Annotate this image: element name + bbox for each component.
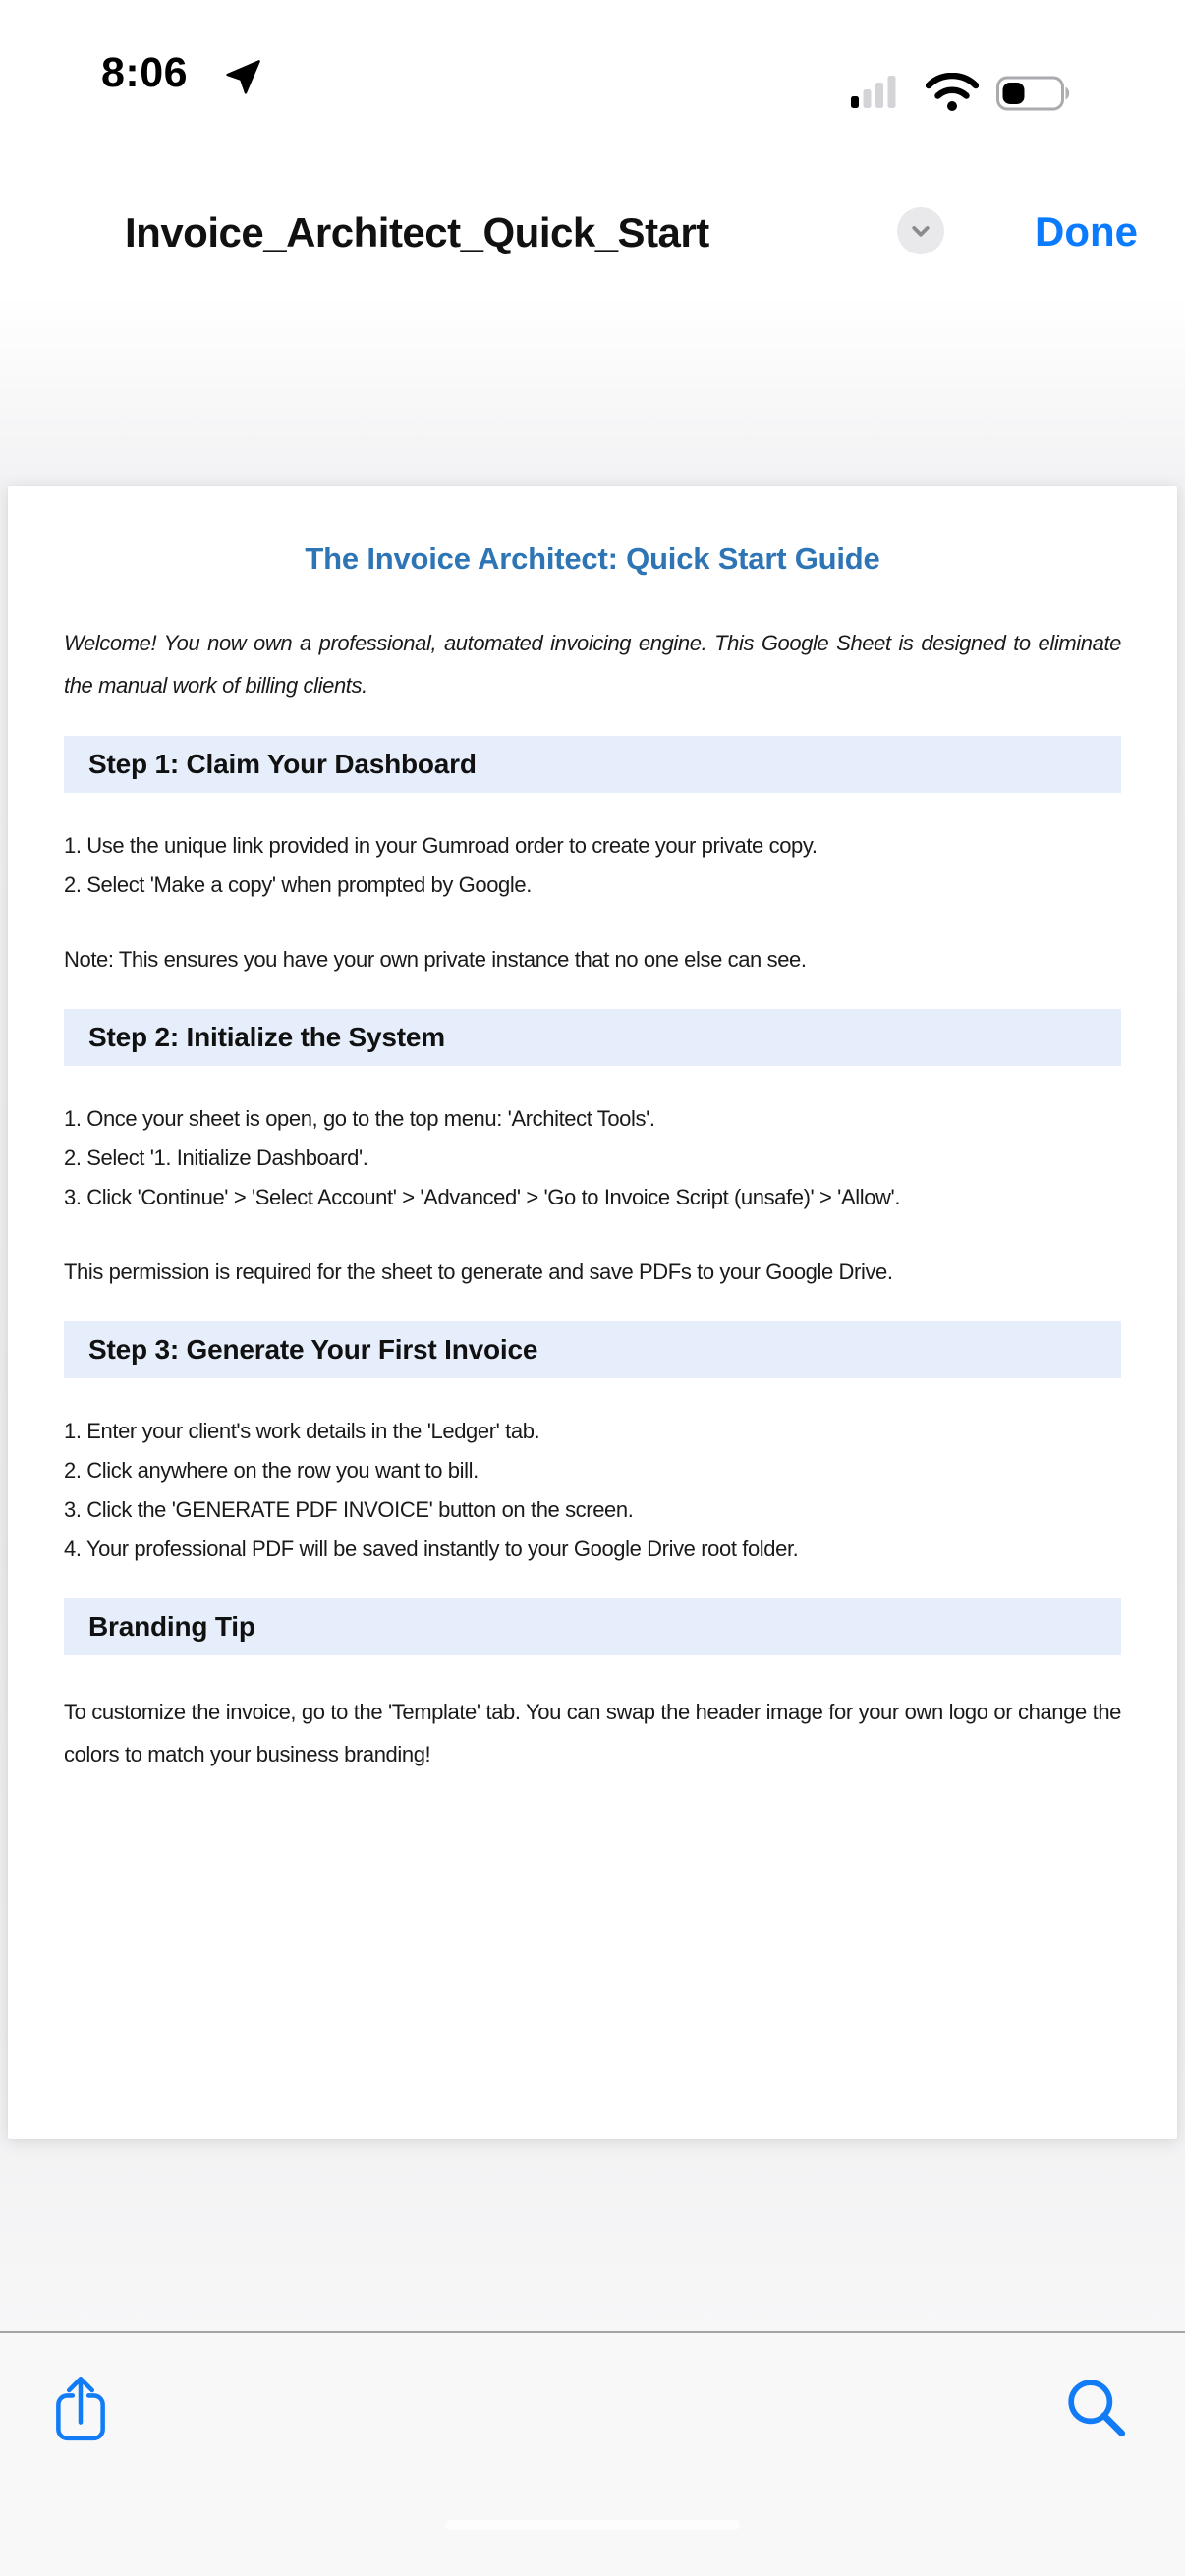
document-title: The Invoice Architect: Quick Start Guide [305,541,880,576]
section-note: Note: This ensures you have your own private instance that no one else can see. [64,947,807,972]
location-arrow-icon [224,59,261,96]
branding-paragraph: To customize the invoice, go to the 'Template' tab. You can swap the header image for your own logo or change the colors to match your business branding! [64,1700,1121,1766]
done-button[interactable]: Done [1035,208,1138,254]
home-indicator[interactable] [445,2520,740,2530]
share-icon [52,2372,109,2446]
section-step-2 [64,1009,1121,1292]
list-item: 4. Your professional PDF will be saved instantly to your Google Drive root folder. [64,1537,799,1561]
section-step-1 [64,736,1121,980]
cellular-signal-icon [851,75,896,108]
list-item: 2. Click anywhere on the row you want to bill. [64,1458,479,1483]
bottom-toolbar [0,2331,1185,2576]
section-step-3 [64,1321,1121,1569]
list-item: 3. Click 'Continue' > 'Select Account' > 'Advanced' > 'Go to Invoice Script (unsafe)' > 'Allow'. [64,1185,901,1209]
section-heading: Branding Tip [64,1598,1121,1655]
status-time: 8:06 [101,49,189,96]
list-item: 2. Select '1. Initialize Dashboard'. [64,1146,368,1170]
list-item: 1. Use the unique link provided in your Gumroad order to create your private copy. [64,833,818,858]
document-filename-title: Invoice_Architect_Quick_Start [125,209,709,255]
battery-icon [996,75,1073,114]
section-note: This permission is required for the sheet to generate and save PDFs to your Google Drive. [64,1260,893,1284]
search-icon [1065,2377,1130,2441]
title-menu-button[interactable] [897,207,944,254]
document-body [8,486,1177,1775]
list-item: 1. Enter your client's work details in the 'Ledger' tab. [64,1419,540,1443]
wifi-icon [926,73,979,112]
status-bar [0,0,1185,128]
list-item: 2. Select 'Make a copy' when prompted by Google. [64,872,532,897]
section-heading: Step 3: Generate Your First Invoice [64,1321,1121,1378]
list-item: 3. Click the 'GENERATE PDF INVOICE' button on the screen. [64,1497,634,1522]
section-branding-tip [64,1598,1121,1775]
chevron-down-icon [903,213,938,249]
section-heading: Step 1: Claim Your Dashboard [64,736,1121,793]
section-heading: Step 2: Initialize the System [64,1009,1121,1066]
nav-bar [0,182,1185,295]
list-item: 1. Once your sheet is open, go to the top menu: 'Architect Tools'. [64,1106,655,1131]
share-button[interactable] [52,2372,109,2446]
search-button[interactable] [1065,2377,1130,2441]
intro-paragraph: Welcome! You now own a professional, automated invoicing engine. This Google Sheet is designed to eliminate the manual work of billing clients. [64,631,1121,698]
document-page[interactable] [8,486,1177,2139]
